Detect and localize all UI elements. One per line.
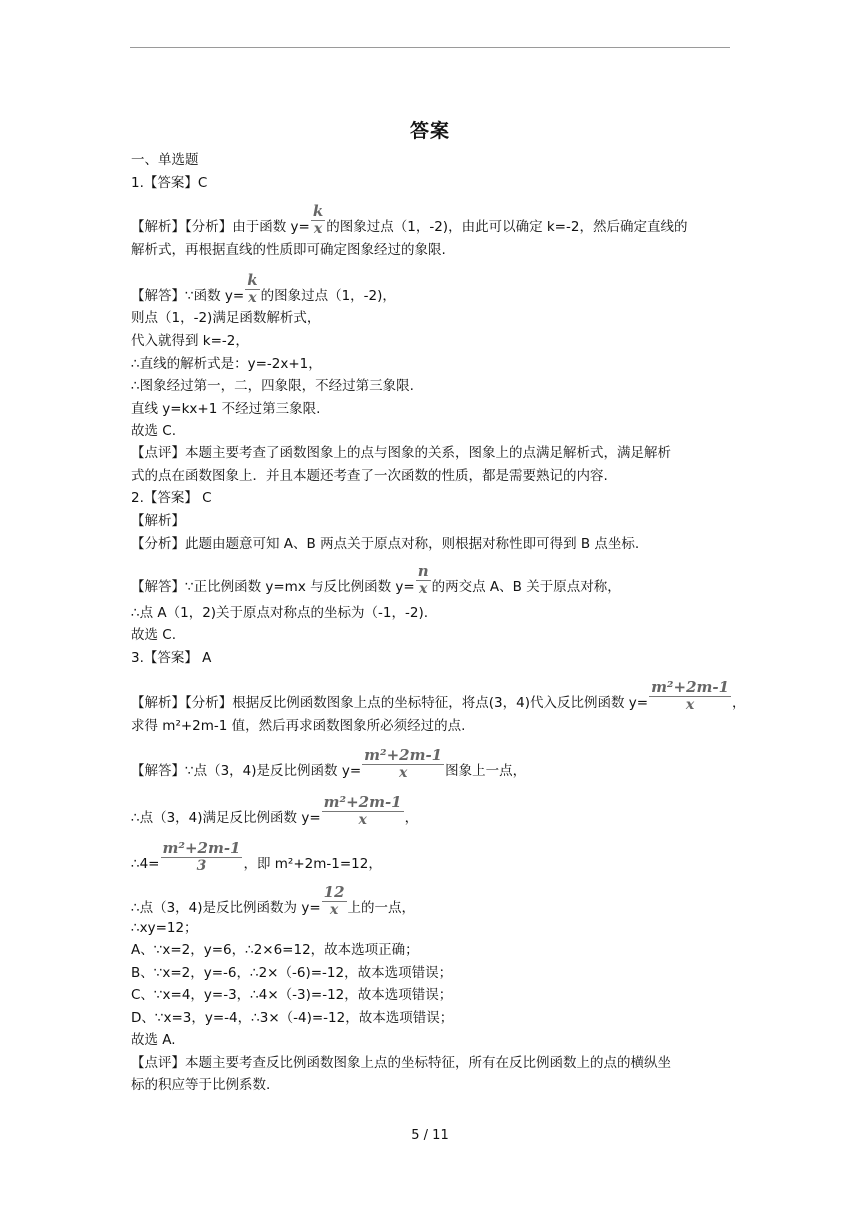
q3-line: ∴点（3，4)满足反比例函数 y= $\frac{\text{m²+2m-1}}{x}$ ， [131,793,419,828]
q3-line: B、∵x=2，y=-6，∴2×（-6)=-12，故本选项错误； [131,965,453,981]
q2-analysis: 【分析】此题由题意可知 A、B 两点关于原点对称，则根据对称性即可得到 B 点坐标. [131,536,640,552]
q3-line: 故选 A. [131,1032,176,1048]
q1-line: 直线 y=kx+1 不经过第三象限. [131,401,321,417]
q3-analysis-line2: 求得 m²+2m-1 值，然后再求函数图象所必须经过的点. [131,718,466,734]
q3-analysis: 【解析】【分析】根据反比例函数图象上点的坐标特征，将点(3，4)代入反比例函数 y= $\frac{\text{m²+2m-1}}{x}$ ， [131,678,746,713]
q2-jiexi: 【解析】 [131,513,185,529]
q3-line: ∴4= $\frac{\text{m²+2m-1}}{3}$ ，即 m²+2m-1=12， [131,839,382,874]
fraction-m-over-x: $\frac{\text{m²+2m-1}}{x}$ [364,746,443,781]
q1-analysis-line2: 解析式，再根据直线的性质即可确定图象经过的象限. [131,242,446,258]
q1-line: ∴图象经过第一，二，四象限，不经过第三象限. [131,378,414,394]
fraction-m-over-3: $\frac{\text{m²+2m-1}}{3}$ [162,839,241,874]
q1-line: ∴直线的解析式是：y=-2x+1， [131,356,322,372]
q3-line: C、∵x=4，y=-3，∴4×（-3)=-12，故本选项错误； [131,987,453,1003]
q3-solution: 【解答】∵点（3，4)是反比例函数 y= $\frac{\text{m²+2m-1}}{x}$ 图象上一点， [131,746,527,781]
fraction-k-over-x: $\frac{k}{x}$ [312,202,324,237]
q3-line: ∴点（3，4)是反比例函数为 y= $\frac{12}{x}$ 上的一点， [131,883,416,918]
q1-comment-line2: 式的点在函数图象上．并且本题还考查了一次函数的性质，都是需要熟记的内容. [131,468,608,484]
q2-solution: 【解答】∵正比例函数 y=mx 与反比例函数 y= $\frac{n}{x}$ 的两交点 A、B 关于原点对称， [131,562,621,597]
q1-comment: 【点评】本题主要考查了函数图象上的点与图象的关系，图象上的点满足解析式，满足解析 [131,445,671,461]
q2-line: ∴点 A（1，2)关于原点对称点的坐标为（-1，-2). [131,605,429,621]
fraction-12-over-x: $\frac{12}{x}$ [323,883,345,918]
page-title: 答案 [409,120,450,142]
q1-analysis: 【解析】【分析】由于函数 y= $\frac{k}{x}$ 的图象过点（1，-2)，由此可以确定 k=-2，然后确定直线的 [131,202,688,237]
q3-line: ∴xy=12； [131,920,198,936]
header-rule [130,47,730,48]
section-heading: 一、单选题 [131,152,199,168]
q1-answer: 1.【答案】C [131,175,208,191]
q1-line: 则点（1，-2)满足函数解析式， [131,310,321,326]
q3-line: D、∵x=3，y=-4，∴3×（-4)=-12，故本选项错误； [131,1010,454,1026]
q2-line: 故选 C. [131,627,177,643]
q2-answer: 2.【答案】 C [131,490,212,506]
page-number: 5 / 11 [411,1128,449,1143]
fraction-m-over-x: $\frac{\text{m²+2m-1}}{x}$ [651,678,730,713]
q3-comment: 【点评】本题主要考查反比例函数图象上点的坐标特征，所有在反比例函数上的点的横纵坐 [131,1055,671,1071]
q3-line: A、∵x=2，y=6，∴2×6=12，故本选项正确； [131,942,419,958]
fraction-k-over-x: $\frac{k}{x}$ [247,271,258,306]
q1-solution: 【解答】∵函数 y= $\frac{k}{x}$ 的图象过点（1，-2)， [131,271,396,306]
q1-line: 代入就得到 k=-2， [131,333,249,349]
q1-line: 故选 C. [131,423,177,439]
fraction-m-over-x: $\frac{\text{m²+2m-1}}{x}$ [323,793,402,828]
q3-comment-line2: 标的积应等于比例系数. [131,1077,271,1093]
q3-answer: 3.【答案】 A [131,650,212,666]
fraction-n-over-x: $\frac{n}{x}$ [417,562,429,597]
